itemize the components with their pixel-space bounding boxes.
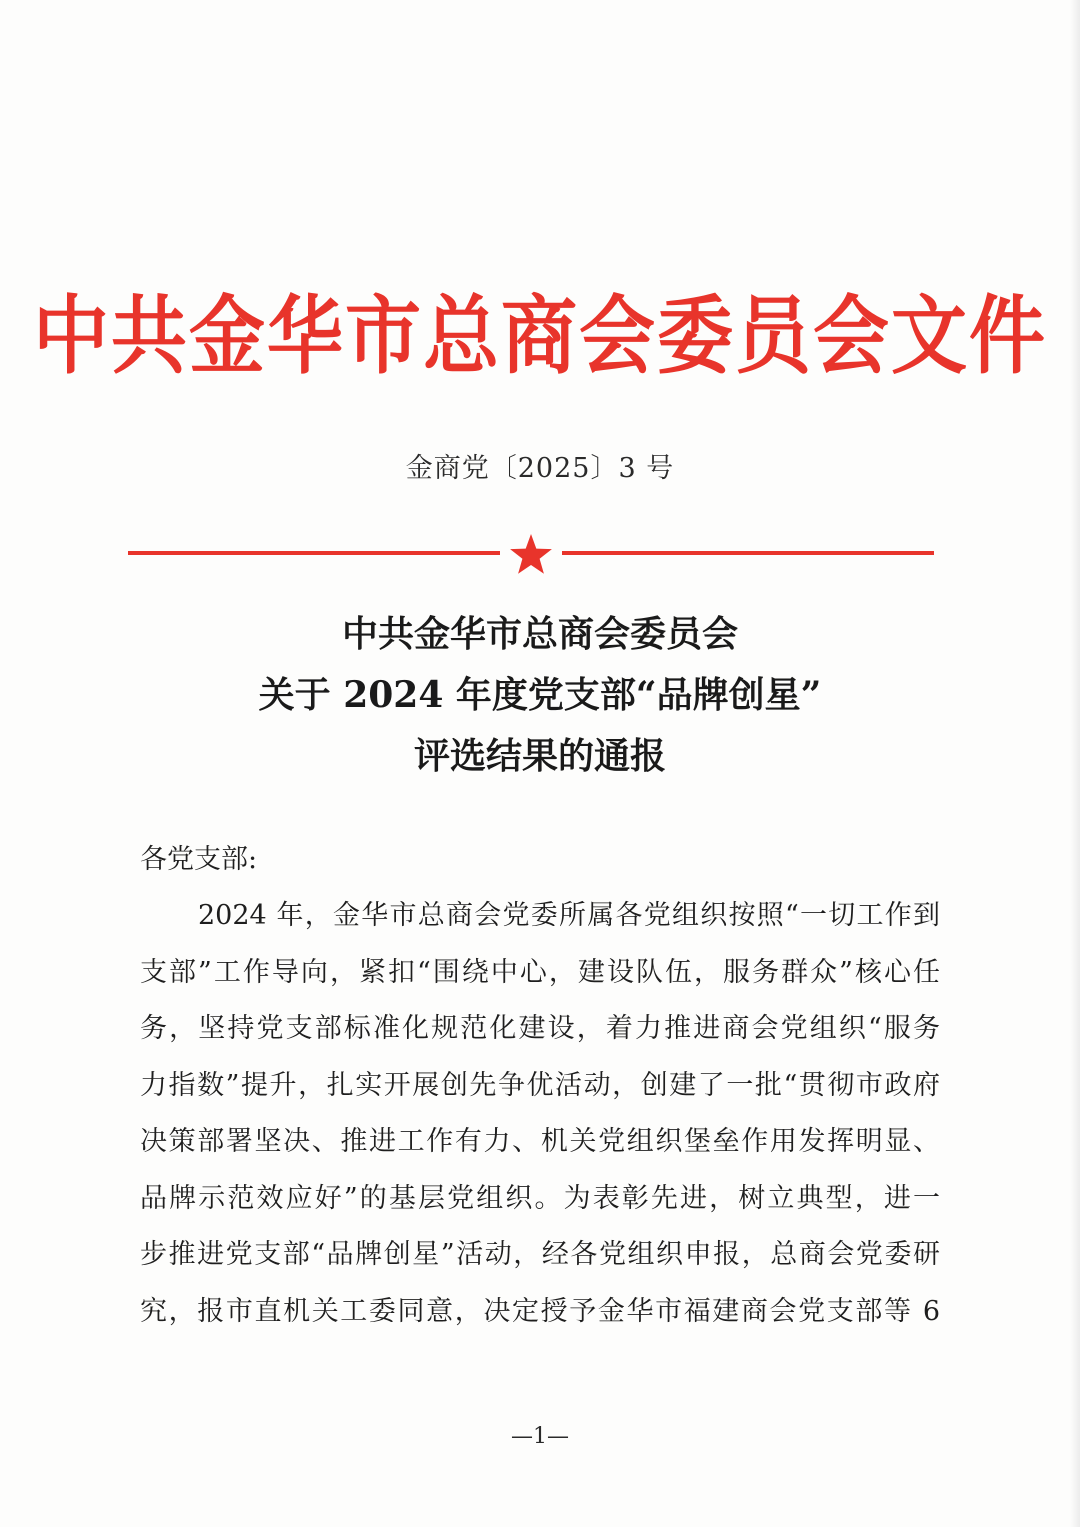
body-line: 步推进党支部“品牌创星”活动，经各党组织申报，总商会党委研 (140, 1239, 940, 1270)
red-divider-right (562, 551, 934, 555)
notice-body (140, 838, 940, 1346)
document-number: 金商党〔2025〕3 号 (405, 453, 675, 484)
body-line: 2024 年，金华市总商会党委所属各党组织按照“一切工作到 (198, 900, 940, 931)
red-header-title: 中共金华市总商会委员会文件 (33, 285, 1047, 386)
title-line: 评选结果的通报 (413, 735, 666, 777)
title-line: 中共金华市总商会委员会 (341, 613, 738, 655)
body-line: 决策部署坚决、推进工作有力、机关党组织堡垒作用发挥明显、 (140, 1126, 940, 1157)
salutation: 各党支部: (140, 844, 258, 875)
body-line: 究，报市直机关工委同意，决定授予金华市福建商会党支部等 6 (140, 1295, 940, 1327)
body-line: 务，坚持党支部标准化规范化建设，着力推进商会党组织“服务 (140, 1013, 940, 1044)
page-number: —1— (511, 1424, 569, 1449)
title-line: 关于 2024 年度党支部“品牌创星” (258, 674, 822, 716)
notice-title (0, 604, 1080, 787)
red-star-icon (508, 531, 554, 577)
body-line: 支部”工作导向，紧扣“围绕中心，建设队伍，服务群众”核心任 (140, 956, 940, 988)
red-divider-left (128, 551, 500, 555)
body-line: 品牌示范效应好”的基层党组织。为表彰先进，树立典型，进一 (140, 1182, 940, 1214)
body-line: 力指数”提升，扎实开展创先争优活动，创建了一批“贯彻市政府 (140, 1069, 940, 1101)
